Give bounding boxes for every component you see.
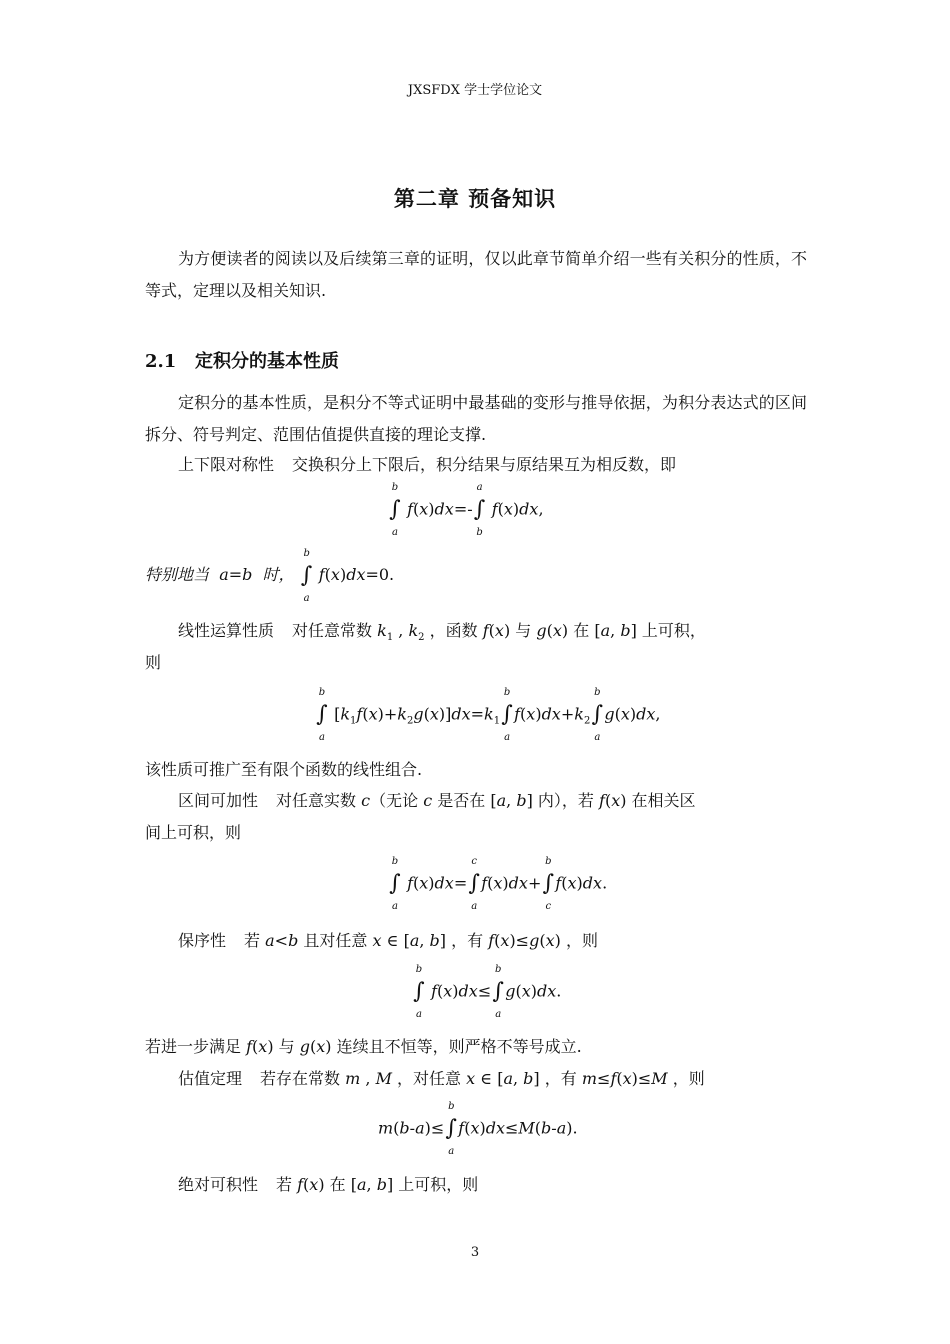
running-header: JXSFDX 学士学位论文	[407, 83, 543, 98]
special-lead: 特别地当	[145, 565, 210, 584]
section-heading	[145, 347, 339, 373]
property-absolute-integrability: 绝对可积性 若 f(x) 在 [a, b] 上可积，则	[178, 1175, 479, 1194]
equation-monotonicity: b ∫ a f(x)dx≤ b ∫ a g(x)dx.	[413, 964, 562, 1020]
section-number: 2.1	[145, 351, 177, 372]
property-term: 线性运算性质	[178, 621, 275, 640]
property-term: 保序性	[178, 931, 227, 950]
chapter-title: 第二章 预备知识	[393, 186, 557, 211]
property-additivity: 区间可加性 对任意实数 c（无论 c 是否在 [a, b] 内），若 f(x) 在相关区	[178, 791, 696, 810]
page-number: 3	[470, 1245, 480, 1260]
equation-symmetry: b ∫ a f(x)dx=- a ∫ b f(x)dx,	[389, 482, 544, 538]
linearity-then: 则	[145, 653, 162, 672]
property-monotonicity: 保序性 若 a<b 且对任意 x ∈ [a, b] ，有 f(x)≤g(x) ，则	[178, 931, 598, 950]
property-term: 绝对可积性	[178, 1175, 259, 1194]
special-when: 时，	[262, 565, 295, 584]
property-symmetry	[178, 452, 676, 475]
property-estimation: 估值定理 若存在常数 m , M ，对任意 x ∈ [a, b] ，有 m≤f(x)≤M ，则	[178, 1069, 705, 1088]
property-term: 上下限对称性	[178, 455, 275, 474]
equation-estimation: m(b-a)≤ b ∫ a f(x)dx≤M(b-a).	[378, 1101, 578, 1157]
property-term: 区间可加性	[178, 791, 259, 810]
equation-linearity: b ∫ a $[k_1f(x)+k_2g(x)]dx=k_1$ b ∫ a $f(x)dx+k_2$ b ∫ a g(x)dx,	[316, 687, 661, 743]
special-condition: a=b	[219, 565, 253, 584]
additivity-line2: 间上可积，则	[145, 823, 242, 842]
property-text: 交换积分上下限后，积分结果与原结果互为相反数，即	[292, 455, 677, 474]
section-intro-paragraph: 定积分的基本性质，是积分不等式证明中最基础的变形与推导依据，为积分表达式的区间拆分、符号判定、范围估值提供直接的理论支撑.	[145, 393, 807, 444]
monotonicity-note: 若进一步满足 f(x) 与 g(x) 连续且不恒等，则严格不等号成立.	[145, 1037, 582, 1056]
property-linearity: 线性运算性质 对任意常数 $k_1$ , $k_2$ ，函数 f(x) 与 g(x) 在 [a, b] 上可积，	[178, 621, 706, 644]
section-title: 定积分的基本性质	[195, 351, 339, 372]
special-case-line: 特别地当 a=b 时， b ∫ a f(x)dx=0.	[145, 547, 395, 604]
linearity-note: 该性质可推广至有限个函数的线性组合.	[145, 760, 423, 779]
property-term: 估值定理	[178, 1069, 243, 1088]
equation-additivity: b ∫ a f(x)dx= c ∫ a f(x)dx+ b ∫ c f(x)dx.	[389, 856, 608, 912]
chapter-intro-paragraph: 为方便读者的阅读以及后续第三章的证明，仅以此章节简单介绍一些有关积分的性质，不等式，定理以及相关知识.	[145, 249, 807, 300]
